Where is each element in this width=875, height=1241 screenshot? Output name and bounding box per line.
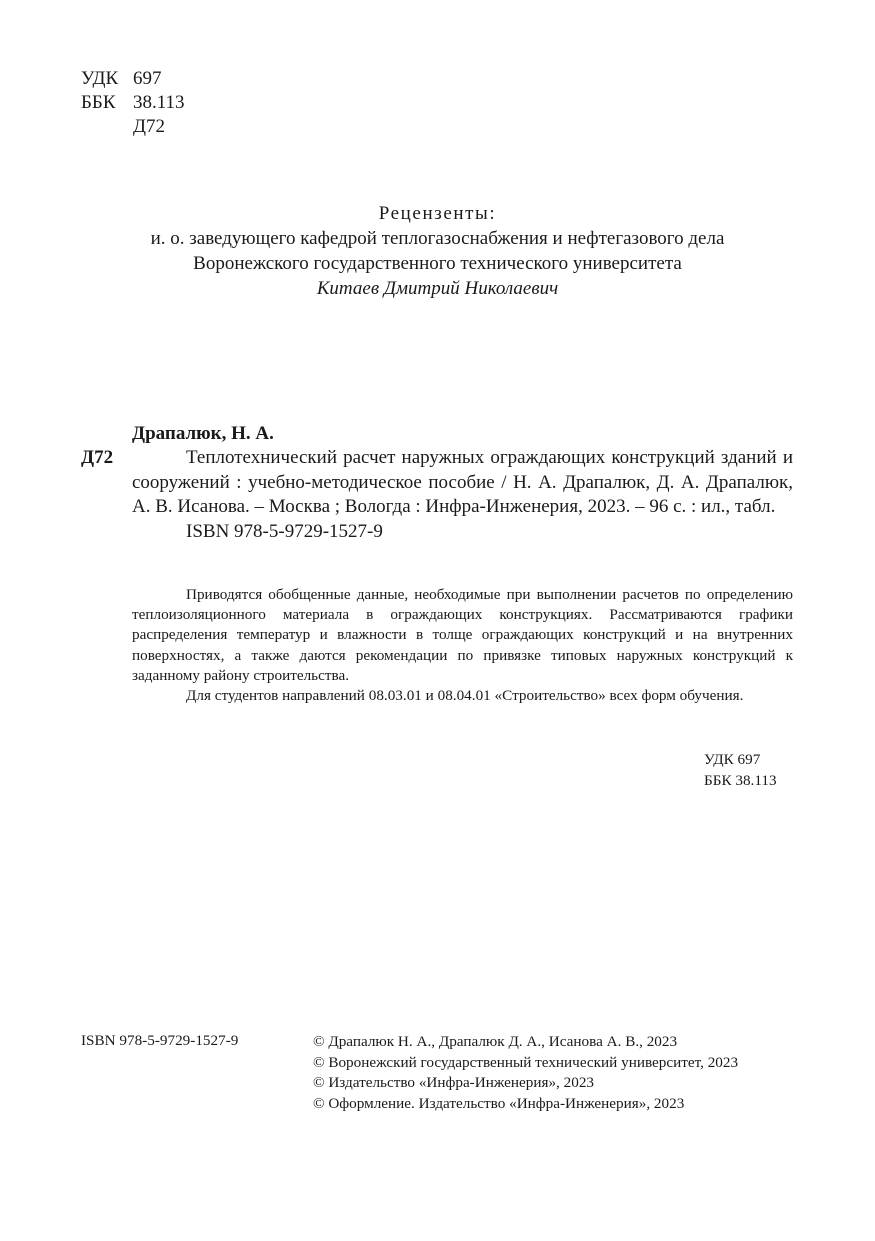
classification-bottom	[704, 749, 777, 791]
copyright-line: © Издательство «Инфра-Инженерия», 2023	[313, 1074, 595, 1092]
bib-author-mark: Д72	[81, 447, 114, 468]
bbk-bottom: ББК 38.113	[704, 772, 777, 789]
copyright-line: © Драпалюк Н. А., Драпалюк Д. А., Исанова А. В., 2023	[313, 1033, 678, 1050]
abstract-paragraph-1: Приводятся обобщенные данные, необходимые при выполнении расчетов по определению теплоизоляционного материала в ограждающих конструкциях. Рассматриваются графики распределения температур и влажности в толще ограждающих конструкций и на внутренних поверхностях, а также даются рекомендации по привязке типовых наружных конструкций к заданному району строительства.	[132, 586, 793, 684]
bib-record-text: Теплотехнический расчет наружных ограждающих конструкций зданий и сооружений : учебно-методическое пособие / Н. А. Драпалюк, Д. А. Драпалюк, А. В. Исанова. – Москва ; Вологда : Инфра-Инженерия, 2023. – 96 с. : ил., табл.	[132, 447, 793, 517]
reviewer-position: и. о. заведующего кафедрой теплогазоснабжения и нефтегазового дела	[150, 228, 725, 249]
udk-label: УДК	[81, 68, 119, 89]
reviewer-university: Воронежского государственного технического университета	[193, 253, 682, 274]
abstract	[132, 585, 793, 706]
footer-isbn: ISBN 978-5-9729-1527-9	[81, 1032, 239, 1049]
abstract-paragraph-2: Для студентов направлений 08.03.01 и 08.04.01 «Строительство» всех форм обучения.	[186, 687, 744, 705]
bbk-value: 38.113	[133, 92, 185, 113]
bib-author: Драпалюк, Н. А.	[132, 423, 274, 444]
author-mark-line	[81, 115, 185, 139]
udk-value: 697	[133, 68, 162, 89]
copyright-line: © Оформление. Издательство «Инфра-Инженерия», 2023	[313, 1095, 685, 1113]
bibliographic-record	[132, 446, 793, 544]
bbk-label: ББК	[81, 92, 116, 113]
bbk-line	[81, 91, 185, 115]
udk-line	[81, 67, 185, 91]
classification-block	[81, 67, 185, 139]
reviewer-name: Китаев Дмитрий Николаевич	[316, 278, 559, 299]
copyright-list	[313, 1032, 738, 1115]
bib-isbn: ISBN 978-5-9729-1527-9	[186, 520, 383, 542]
reviewers-heading: Рецензенты:	[378, 203, 497, 224]
copyright-line: © Воронежский государственный технический университет, 2023	[313, 1053, 739, 1071]
udk-bottom: УДК 697	[704, 751, 761, 768]
author-mark: Д72	[133, 116, 165, 137]
reviewers-block	[0, 201, 875, 301]
